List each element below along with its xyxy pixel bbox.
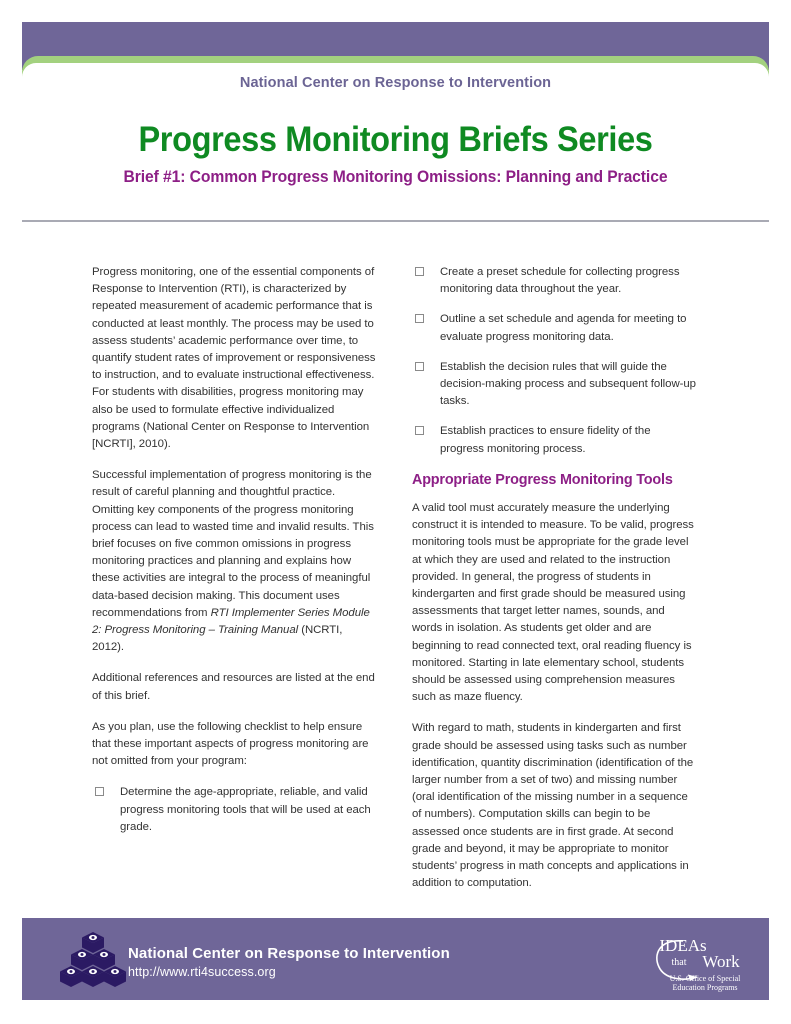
osep-line-1: U.S. Office of Special bbox=[669, 974, 741, 983]
paragraph-checklist-intro: As you plan, use the following checklist to help ensure that these important aspects of progress monitoring are not omitted from your program: bbox=[92, 720, 369, 768]
checkbox-icon[interactable] bbox=[415, 362, 424, 371]
checkbox-icon[interactable] bbox=[95, 787, 104, 796]
checklist-item[interactable] bbox=[412, 359, 697, 411]
footer-organization-name: National Center on Response to Intervention bbox=[128, 945, 450, 962]
checklist-item[interactable] bbox=[412, 264, 697, 298]
ideas-that-work-logo-icon bbox=[645, 925, 765, 995]
checkbox-icon[interactable] bbox=[415, 314, 424, 323]
that-word: that bbox=[671, 957, 687, 968]
checklist-item[interactable] bbox=[92, 784, 377, 836]
work-word: Work bbox=[702, 952, 740, 971]
page-subtitle: Brief #1: Common Progress Monitoring Omissions: Planning and Practice bbox=[123, 168, 668, 186]
osep-line-2: Education Programs bbox=[672, 983, 738, 992]
paragraph-math: With regard to math, students in kindergarten and first grade should be assessed using tasks such as number identification, quantity discrimination (identification of the larger number from a set of two) and missing number (oral identification of the missing number in a sequence of numbers). Computation skills can begin to be assessed once students are in first grade. At second grade and beyond, it may be appropriate to monitor students’ progress in math concepts and applications in addition to computation. bbox=[412, 722, 694, 890]
body-columns bbox=[0, 264, 791, 904]
checklist-item-label: Determine the age-appropriate, reliable, and valid progress monitoring tools that will be used at each grade. bbox=[120, 786, 371, 833]
checkbox-icon[interactable] bbox=[415, 267, 424, 276]
footer-text-block bbox=[128, 944, 450, 981]
header-divider bbox=[22, 220, 769, 222]
checkbox-icon[interactable] bbox=[415, 426, 424, 435]
checklist-item-label: Create a preset schedule for collecting progress monitoring data throughout the year. bbox=[440, 266, 680, 296]
left-column bbox=[92, 264, 377, 849]
paragraph-intro: Progress monitoring, one of the essential components of Response to Intervention (RTI), is characterized by repeated measurement of academic performance that is conducted at least monthly. The process may be used to assess students’ academic performance over time, to quantify student rates of improvement or responsiveness to instruction, and to evaluate instructional effectiveness. For students with disabilities, progress monitoring may also be used to formulate effective individualized programs (National Center on Response to Intervention [NCRTI], 2010). bbox=[92, 266, 376, 451]
page-title: Progress Monitoring Briefs Series bbox=[138, 120, 653, 159]
paragraph-implementation-post: (NCRTI, 2012). bbox=[92, 624, 343, 654]
paragraph-valid-tool: A valid tool must accurately measure the underlying construct it is intended to measure. To be valid, progress monitoring tools must be appropriate for the grade level at which they are used and related to the instruction provided. In general, the progress of students in kindergarten and first grade should be measured using assessments that target letter names, sounds, and words in isolation. As students get older and are beginning to read connected text, oral reading fluency is monitored. Starting in late elementary school, students should be assessed using comprehension measures such as maze fluency. bbox=[412, 502, 694, 704]
checklist-item-label: Establish practices to ensure fidelity of the progress monitoring process. bbox=[440, 425, 651, 455]
paragraph-implementation-pre: Successful implementation of progress monitoring is the result of careful planning and thoughtful practice. Omitting key components of the progress monitoring process can lead to wasted time and invalid results. This brief focuses on five common omissions in progress monitoring practices and planning and explains how these activities are integral to the process of meaningful data-based decision making. This document uses recommendations from bbox=[92, 469, 374, 619]
paragraph-additional-references: Additional references and resources are listed at the end of this brief. bbox=[92, 672, 375, 702]
checklist-item[interactable] bbox=[412, 423, 697, 457]
checklist-item-label: Outline a set schedule and agenda for meeting to evaluate progress monitoring data. bbox=[440, 313, 687, 343]
ideas-word: IDEAs bbox=[659, 936, 707, 955]
section-heading: Appropriate Progress Monitoring Tools bbox=[412, 470, 673, 488]
paragraph-implementation bbox=[92, 467, 377, 656]
header-organization-name: National Center on Response to Intervention bbox=[239, 75, 552, 91]
right-column bbox=[412, 264, 697, 907]
footer-website-url[interactable]: http://www.rti4success.org bbox=[128, 965, 276, 979]
checklist-item-label: Establish the decision rules that will guide the decision-making process and subsequent follow-up tasks. bbox=[440, 360, 696, 408]
checklist-item[interactable] bbox=[412, 311, 697, 345]
paragraph-implementation-citation-title: RTI Implementer Series Module 2: Progress Monitoring – Training Manual bbox=[92, 606, 370, 637]
ncrti-pyramid-logo-icon bbox=[60, 932, 126, 988]
